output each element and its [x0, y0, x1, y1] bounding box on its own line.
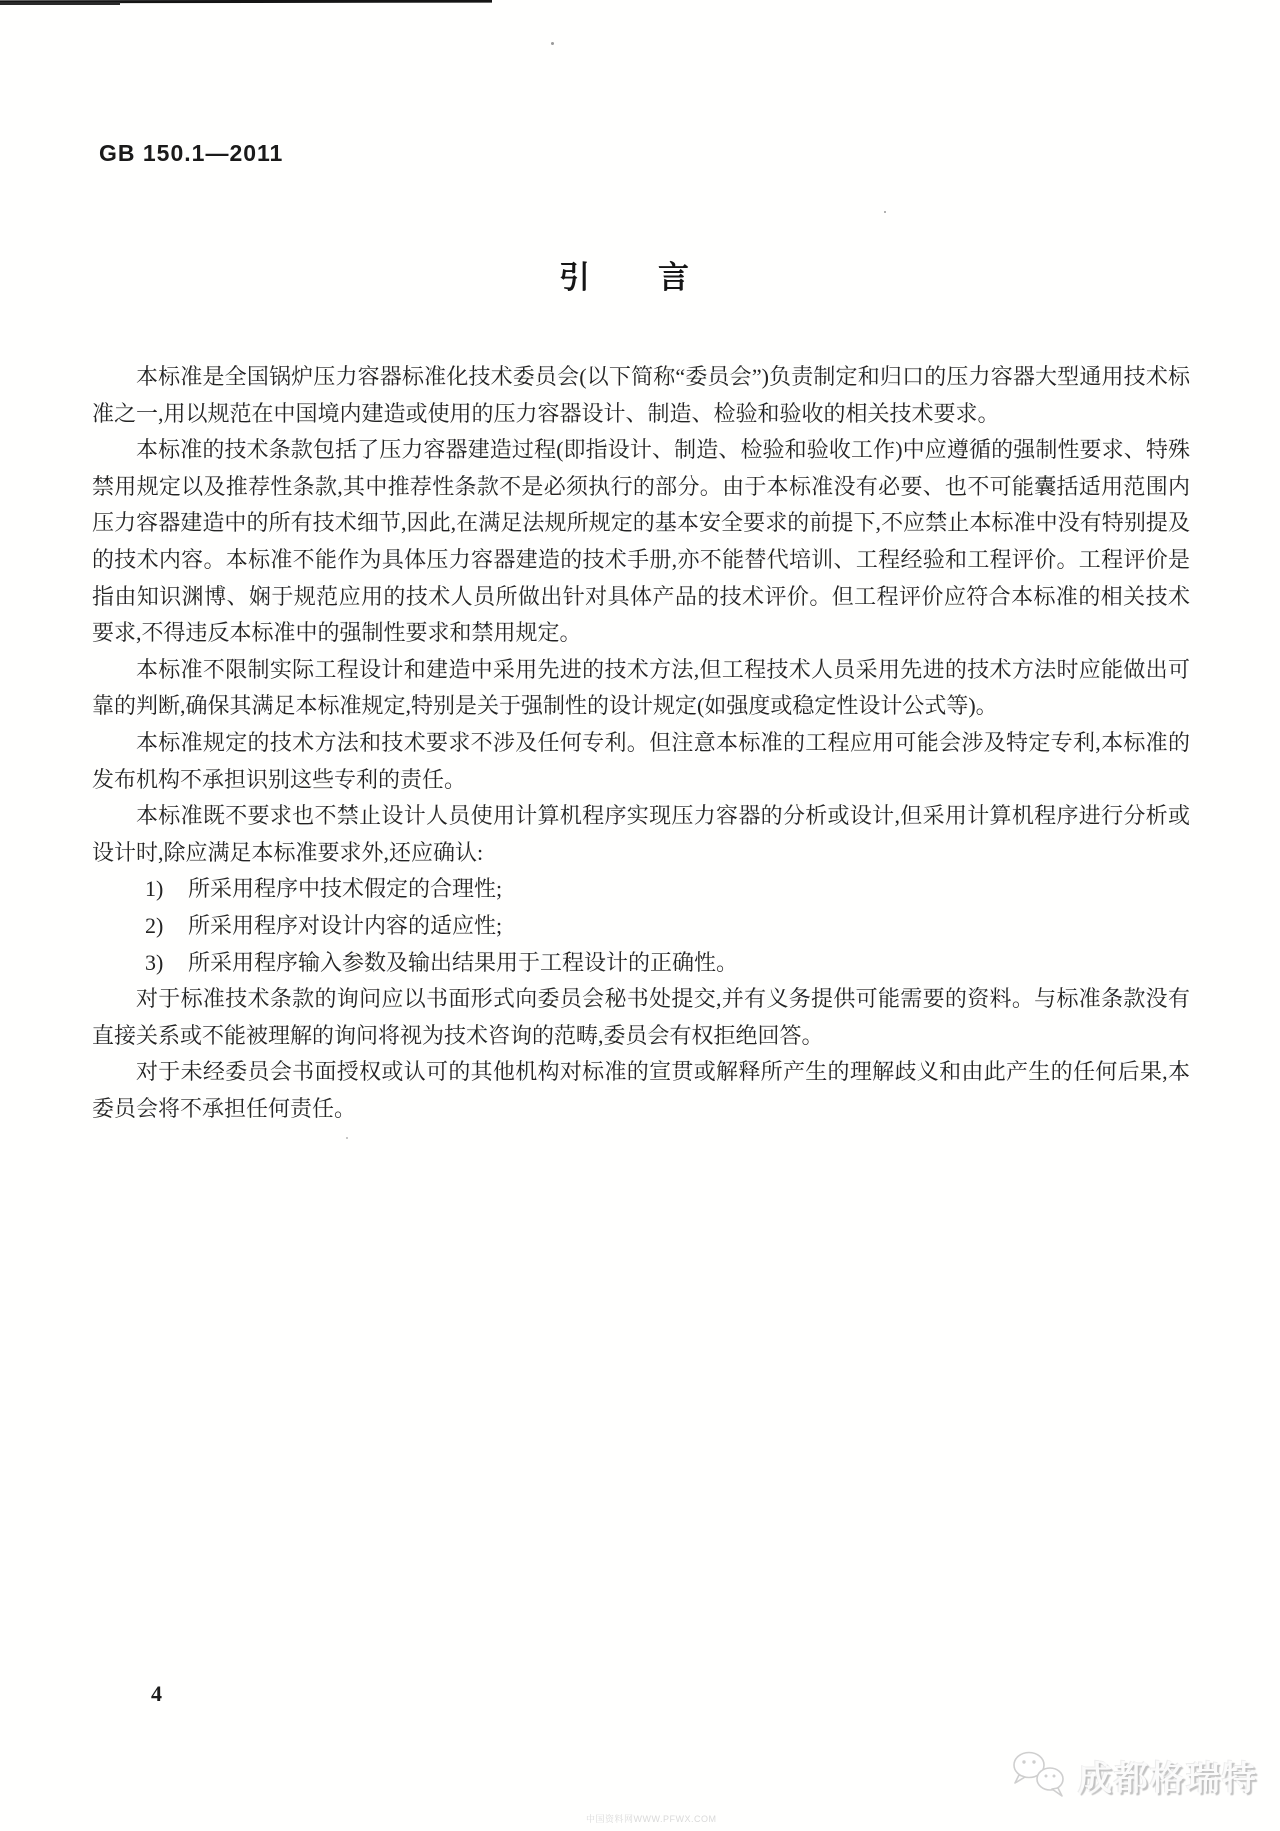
paragraph-1: 本标准是全国锅炉压力容器标准化技术委员会(以下简称“委员会”)负责制定和归口的压力容器大型通用技术标准之一,用以规范在中国境内建造或使用的压力容器设计、制造、检验和验收的相关技术要求。 [92, 364, 1190, 426]
page-title: 引 言 [559, 260, 691, 295]
list-item [92, 945, 1190, 982]
scan-edge-artifact [0, 2, 120, 5]
footer-watermark: 中国资料网WWW.PFWX.COM [586, 1814, 717, 1824]
paragraph-4: 本标准规定的技术方法和技术要求不涉及任何专利。但注意本标准的工程应用可能会涉及特定专利,本标准的发布机构不承担识别这些专利的责任。 [92, 729, 1190, 792]
list-item-number: 2) [145, 912, 164, 938]
paragraph-3: 本标准不限制实际工程设计和建造中采用先进的技术方法,但工程技术人员采用先进的技术方法时应能做出可靠的判断,确保其满足本标准规定,特别是关于强制性的设计规定(如强度或稳定性设计公式等)。 [92, 656, 1190, 719]
list-item-number: 1) [145, 876, 164, 902]
list-item-text: 所采用程序中技术假定的合理性; [188, 876, 503, 902]
scan-speck [346, 1137, 348, 1139]
list-item [92, 908, 1190, 945]
paragraph-5: 本标准既不要求也不禁止设计人员使用计算机程序实现压力容器的分析或设计,但采用计算机程序进行分析或设计时,除应满足本标准要求外,还应确认: [92, 803, 1190, 865]
brand-watermark [1008, 1748, 1258, 1802]
scan-speck [884, 211, 886, 213]
scan-speck [551, 42, 554, 45]
page-number: 4 [151, 1681, 162, 1706]
paragraph-6: 对于标准技术条款的询问应以书面形式向委员会秘书处提交,并有义务提供可能需要的资料。与标准条款没有直接关系或不能被理解的询问将视为技术咨询的范畴,委员会有权拒绝回答。 [92, 986, 1190, 1048]
document-body [92, 359, 1190, 1127]
wechat-icon [1008, 1748, 1072, 1802]
numbered-list [92, 871, 1190, 981]
list-item-text: 所采用程序对设计内容的适应性; [188, 912, 503, 938]
list-item-number: 3) [145, 949, 164, 975]
brand-watermark-text: 成都格瑞特 [1078, 1760, 1258, 1798]
paragraph-2: 本标准的技术条款包括了压力容器建造过程(即指设计、制造、检验和验收工作)中应遵循的强制性要求、特殊禁用规定以及推荐性条款,其中推荐性条款不是必须执行的部分。由于本标准没有必要、也不可能囊括适用范围内压力容器建造中的所有技术细节,因此,在满足法规所规定的基本安全要求的前提下,不应禁止本标准中没有特别提及的技术内容。本标准不能作为具体压力容器建造的技术手册,亦不能替代培训、工程经验和工程评价。工程评价是指由知识渊博、娴于规范应用的技术人员所做出针对具体产品的技术评价。但工程评价应符合本标准的相关技术要求,不得违反本标准中的强制性要求和禁用规定。 [92, 437, 1190, 646]
paragraph-7: 对于未经委员会书面授权或认可的其他机构对标准的宣贯或解释所产生的理解歧义和由此产生的任何后果,本委员会将不承担任何责任。 [92, 1059, 1190, 1121]
standard-number: GB 150.1—2011 [99, 140, 284, 166]
list-item-text: 所采用程序输入参数及输出结果用于工程设计的正确性。 [188, 949, 739, 975]
list-item [92, 871, 1190, 908]
